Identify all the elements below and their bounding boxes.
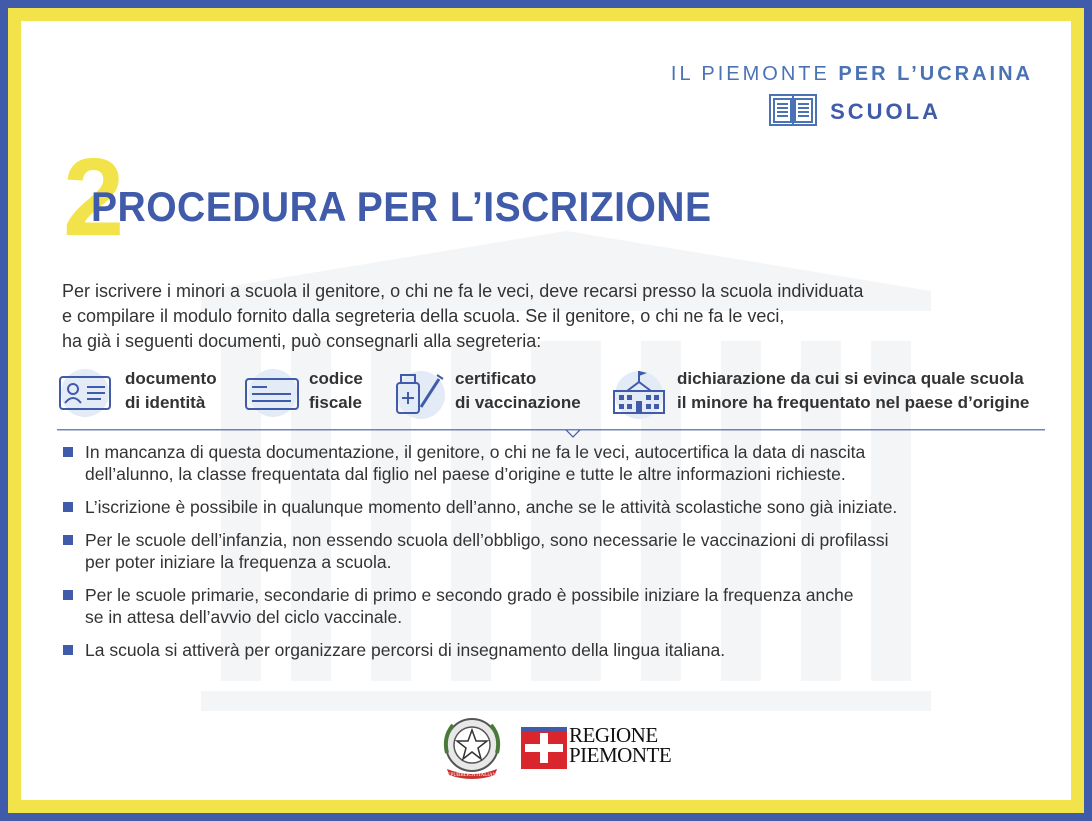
document-label-line: certificato (455, 369, 537, 388)
content-card (21, 21, 1071, 800)
list-item-line: se in attesa dell’avvio del ciclo vaccinale. (85, 607, 403, 627)
documents-row (21, 367, 1071, 427)
bullet-square-icon (63, 535, 73, 545)
list-item (63, 496, 1023, 518)
emblem-text: REPUBBLICA ITALIANA (444, 773, 500, 778)
list-item (63, 584, 1023, 628)
document-label (455, 367, 581, 415)
list-item-line: La scuola si attiverà per organizzare percorsi di insegnamento della lingua italiana. (85, 640, 726, 660)
document-item-school-declaration (611, 367, 1061, 427)
section-divider (57, 429, 1055, 441)
document-label (309, 367, 363, 415)
list-item-line: L’iscrizione è possibile in qualunque momento dell’anno, anche se le attività scolastiche sono già iniziate. (85, 497, 898, 517)
document-item-identity (57, 367, 237, 427)
bullet-square-icon (63, 447, 73, 457)
document-label-line: dichiarazione da cui si evinca quale scuola (677, 369, 1024, 388)
brand-title-bold: PER L’UCRAINA (838, 63, 1033, 85)
brand-title (671, 63, 1033, 86)
list-item (63, 529, 1023, 573)
regione-line: PIEMONTE (569, 743, 672, 767)
regione-piemonte-logo-text (569, 725, 671, 765)
bullet-square-icon (63, 645, 73, 655)
list-item-line: Per le scuole dell’infanzia, non essendo scuola dell’obbligo, sono necessarie le vaccinazioni di profilassi (85, 530, 889, 550)
school-building-icon (611, 367, 667, 421)
page-title: PROCEDURA PER L’ISCRIZIONE (91, 183, 712, 230)
piemonte-flag-icon (521, 727, 567, 769)
document-item-vaccination (393, 367, 603, 427)
id-card-icon (57, 367, 117, 417)
book-icon (768, 91, 818, 132)
list-item-line: Per le scuole primarie, secondarie di primo e secondo grado è possibile iniziare la frequenza anche (85, 585, 854, 605)
document-label-line: documento (125, 369, 217, 388)
document-label-line: codice (309, 369, 363, 388)
brand-title-thin: IL PIEMONTE (670, 63, 839, 85)
intro-paragraph (62, 279, 992, 354)
document-label-line: di vaccinazione (455, 393, 581, 412)
fiscal-card-icon (243, 367, 303, 417)
intro-line: e compilare il modulo fornito dalla segreteria della scuola. Se il genitore, o chi ne fa le veci, (62, 306, 785, 326)
bullet-square-icon (63, 502, 73, 512)
brand-header (671, 63, 1033, 86)
document-label-line: fiscale (309, 393, 362, 412)
bullet-list (63, 441, 1023, 672)
document-item-fiscal-code (243, 367, 383, 427)
section-number: 2 (63, 136, 125, 259)
list-item (63, 441, 1023, 485)
list-item-line: per poter iniziare la frequenza a scuola. (85, 552, 392, 572)
document-label (677, 367, 1029, 415)
list-item-line: In mancanza di questa documentazione, il genitore, o chi ne fa le veci, autocertifica la data di nascita (85, 442, 866, 462)
document-label-line: il minore ha frequentato nel paese d’origine (677, 393, 1030, 412)
intro-line: Per iscrivere i minori a scuola il genitore, o chi ne fa le veci, deve recarsi presso la scuola individuata (62, 281, 864, 301)
list-item-line: dell’alunno, la classe frequentata dal figlio nel paese d’origine e tutte le altre informazioni richieste. (85, 464, 846, 484)
brand-subtitle (768, 91, 941, 132)
regione-line: REGIONE (569, 723, 658, 747)
document-label-line: di identità (125, 393, 206, 412)
intro-line: ha già i seguenti documenti, può consegnarli alla segreteria: (62, 331, 542, 351)
document-label (125, 367, 217, 415)
italian-republic-emblem-icon (439, 713, 505, 783)
bullet-square-icon (63, 590, 73, 600)
brand-subtitle-label: SCUOLA (830, 98, 941, 124)
list-item (63, 639, 1023, 661)
vaccine-icon (393, 367, 447, 421)
